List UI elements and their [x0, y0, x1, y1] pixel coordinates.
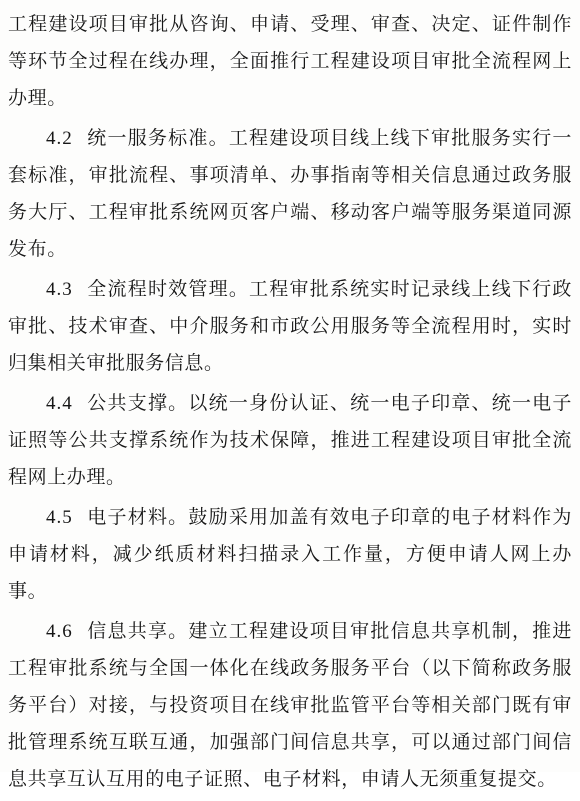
paragraph-continuation [8, 6, 572, 117]
paragraph-text: 公共支撑。以统一身份认证、统一电子印章、统一电子证照等公共支撑系统作为技术保障，推进工程建设项目审批全流程网上办理。 [8, 392, 572, 488]
section-number: 4.6 [46, 621, 73, 642]
section-number: 4.2 [46, 128, 73, 149]
paragraph-text: 统一服务标准。工程建设项目线上线下审批服务实行一套标准，审批流程、事项清单、办事指南等相关信息通过政务服务大厅、工程审批系统网页客户端、移动客户端等服务渠道同源发布。 [8, 127, 572, 260]
section-number: 4.5 [46, 507, 73, 528]
paragraph-text: 信息共享。建立工程建设项目审批信息共享机制，推进工程审批系统与全国一体化在线政务服务平台（以下简称政务服务平台）对接，与投资项目在线审批监管平台等相关部门既有审批管理系统互联互通，加强部门间信息共享，可以通过部门间信息共享互认互用的电子证照、电子材料，申请人无须重复提交。 [8, 620, 572, 790]
paragraph-text: 电子材料。鼓励采用加盖有效电子印章的电子材料作为申请材料，减少纸质材料扫描录入工作量，方便申请人网上办事。 [8, 506, 572, 602]
paragraph-text: 工程建设项目审批从咨询、申请、受理、审查、决定、证件制作等环节全过程在线办理，全面推行工程建设项目审批全流程网上办理。 [8, 13, 572, 109]
section-number: 4.4 [46, 393, 73, 414]
paragraph-text: 全流程时效管理。工程审批系统实时记录线上线下行政审批、技术审查、中介服务和市政公用服务等全流程用时，实时归集相关审批服务信息。 [8, 278, 572, 374]
paragraph-4-5 [8, 499, 572, 610]
paragraph-4-6 [8, 613, 572, 798]
document-body [8, 6, 572, 801]
paragraph-4-2 [8, 120, 572, 268]
section-number: 4.3 [46, 279, 73, 300]
paragraph-4-4 [8, 385, 572, 496]
paragraph-4-3 [8, 271, 572, 382]
